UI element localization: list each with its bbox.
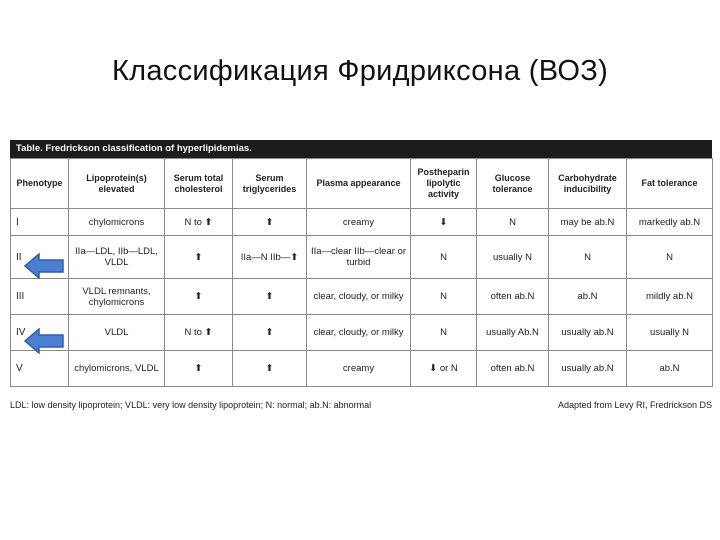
table-cell: II (11, 236, 69, 279)
table-cell: ⬇ or N (411, 351, 477, 387)
left-arrow-icon (24, 253, 64, 279)
table-row (11, 351, 713, 387)
table-cell: VLDL remnants, chylomicrons (69, 279, 165, 315)
slide-title: Классификация Фридриксона (ВОЗ) (111, 55, 609, 87)
table-cell: clear, cloudy, or milky (307, 315, 411, 351)
table-cell: chylomicrons, VLDL (69, 351, 165, 387)
table-cell: N to ⬆ (165, 315, 233, 351)
table-cell: N (411, 279, 477, 315)
table-cell: ⬆ (165, 279, 233, 315)
table-cell: usually ab.N (549, 315, 627, 351)
table-row (11, 236, 713, 279)
table-cell: III (11, 279, 69, 315)
footnote-abbreviations: LDL: low density lipoprotein; VLDL: very low density lipoprotein; N: normal; ab.N: abnormal (10, 400, 372, 410)
column-header: Serum triglycerides (233, 159, 307, 209)
table-cell: IIa—LDL, IIb—LDL, VLDL (69, 236, 165, 279)
table-cell: ⬆ (233, 279, 307, 315)
table-cell: usually N (627, 315, 713, 351)
table-cell: usually N (477, 236, 549, 279)
table-cell: often ab.N (477, 351, 549, 387)
table-cell: usually Ab.N (477, 315, 549, 351)
column-header: Carbohydrate inducibility (549, 159, 627, 209)
column-header: Glucose tolerance (477, 159, 549, 209)
column-header: Serum total cholesterol (165, 159, 233, 209)
column-header: Lipoprotein(s) elevated (69, 159, 165, 209)
table-cell: ⬆ (165, 236, 233, 279)
table-cell: I (11, 209, 69, 236)
table-cell: ab.N (627, 351, 713, 387)
table-cell: may be ab.N (549, 209, 627, 236)
table-cell: markedly ab.N (627, 209, 713, 236)
table-footnotes (10, 400, 712, 414)
footnote-source: Adapted from Levy RI, Fredrickson DS (557, 400, 712, 410)
table-cell: ⬆ (233, 315, 307, 351)
fredrickson-table (10, 140, 712, 387)
table-cell: usually ab.N (549, 351, 627, 387)
table-cell: V (11, 351, 69, 387)
table-caption: Table. Fredrickson classification of hyperlipidemias. (10, 140, 712, 158)
table-cell: chylomicrons (69, 209, 165, 236)
table-row (11, 279, 713, 315)
table-cell: creamy (307, 351, 411, 387)
table-cell: IIa—N IIb—⬆ (233, 236, 307, 279)
table-cell: mildly ab.N (627, 279, 713, 315)
table-cell: N (411, 236, 477, 279)
left-arrow-icon (24, 328, 64, 354)
table-cell: N to ⬆ (165, 209, 233, 236)
table-cell: creamy (307, 209, 411, 236)
table-cell: ⬇ (411, 209, 477, 236)
table-cell: clear, cloudy, or milky (307, 279, 411, 315)
table-cell: ⬆ (165, 351, 233, 387)
table-cell: ⬆ (233, 351, 307, 387)
classification-table (10, 158, 713, 387)
table-cell: VLDL (69, 315, 165, 351)
table-cell: N (477, 209, 549, 236)
column-header: Fat tolerance (627, 159, 713, 209)
table-header-row (11, 159, 713, 209)
table-cell: N (549, 236, 627, 279)
table-cell: IV (11, 315, 69, 351)
table-cell: often ab.N (477, 279, 549, 315)
table-row (11, 315, 713, 351)
table-cell: IIa—clear IIb—clear or turbid (307, 236, 411, 279)
table-cell: ab.N (549, 279, 627, 315)
table-cell: N (411, 315, 477, 351)
column-header: Plasma appearance (307, 159, 411, 209)
column-header: Phenotype (11, 159, 69, 209)
table-row (11, 209, 713, 236)
table-cell: N (627, 236, 713, 279)
column-header: Postheparin lipolytic activity (411, 159, 477, 209)
table-cell: ⬆ (233, 209, 307, 236)
